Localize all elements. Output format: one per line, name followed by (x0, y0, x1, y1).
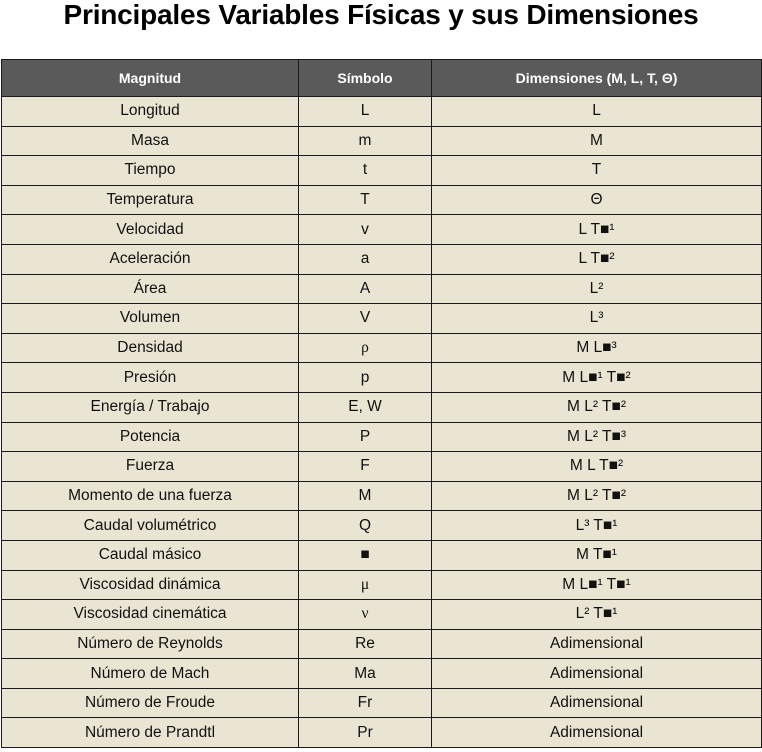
cell-dimensiones: M L■¹ T■² (432, 363, 762, 393)
column-header-simbolo: Símbolo (299, 60, 432, 97)
cell-dimensiones: M L■³ (432, 333, 762, 363)
cell-dimensiones: Adimensional (432, 718, 762, 748)
cell-magnitud: Número de Reynolds (2, 629, 299, 659)
cell-simbolo: T (299, 185, 432, 215)
cell-magnitud: Caudal másico (2, 540, 299, 570)
cell-dimensiones: M L■¹ T■¹ (432, 570, 762, 600)
table-body (2, 97, 762, 748)
cell-simbolo: p (299, 363, 432, 393)
cell-magnitud: Fuerza (2, 452, 299, 482)
cell-dimensiones: L³ T■¹ (432, 511, 762, 541)
cell-simbolo: E, W (299, 392, 432, 422)
page-title: Principales Variables Físicas y sus Dimensiones (63, 0, 699, 30)
cell-simbolo: Ma (299, 659, 432, 689)
table-row (2, 452, 762, 482)
cell-magnitud: Caudal volumétrico (2, 511, 299, 541)
cell-dimensiones: L T■¹ (432, 215, 762, 245)
cell-magnitud: Área (2, 274, 299, 304)
cell-simbolo: A (299, 274, 432, 304)
cell-simbolo: ■ (299, 540, 432, 570)
cell-simbolo: L (299, 97, 432, 127)
cell-dimensiones: L T■² (432, 244, 762, 274)
cell-magnitud: Energía / Trabajo (2, 392, 299, 422)
cell-dimensiones: M T■¹ (432, 540, 762, 570)
cell-simbolo: F (299, 452, 432, 482)
cell-simbolo: t (299, 156, 432, 186)
cell-magnitud: Longitud (2, 97, 299, 127)
cell-simbolo: Re (299, 629, 432, 659)
cell-dimensiones: L³ (432, 304, 762, 334)
table-row (2, 363, 762, 393)
cell-magnitud: Presión (2, 363, 299, 393)
cell-dimensiones: M L T■² (432, 452, 762, 482)
cell-magnitud: Temperatura (2, 185, 299, 215)
table-row (2, 244, 762, 274)
table-header-row (2, 60, 762, 97)
cell-simbolo: a (299, 244, 432, 274)
table-row (2, 481, 762, 511)
cell-magnitud: Momento de una fuerza (2, 481, 299, 511)
cell-magnitud: Viscosidad cinemática (2, 600, 299, 630)
cell-magnitud: Potencia (2, 422, 299, 452)
table-row (2, 718, 762, 748)
dimensions-table (1, 59, 762, 748)
cell-dimensiones: L (432, 97, 762, 127)
column-header-dimensiones: Dimensiones (M, L, T, Θ) (432, 60, 762, 97)
cell-dimensiones: Adimensional (432, 629, 762, 659)
cell-dimensiones: M L² T■² (432, 392, 762, 422)
cell-magnitud: Velocidad (2, 215, 299, 245)
table-row (2, 511, 762, 541)
cell-magnitud: Número de Mach (2, 659, 299, 689)
cell-dimensiones: Θ (432, 185, 762, 215)
table-row (2, 629, 762, 659)
cell-simbolo: Q (299, 511, 432, 541)
cell-dimensiones: L² (432, 274, 762, 304)
table-row (2, 392, 762, 422)
cell-magnitud: Densidad (2, 333, 299, 363)
table-row (2, 97, 762, 127)
cell-simbolo: ν (299, 600, 432, 630)
cell-magnitud: Volumen (2, 304, 299, 334)
table-row (2, 304, 762, 334)
table-row (2, 600, 762, 630)
table-row (2, 570, 762, 600)
table-row (2, 333, 762, 363)
cell-magnitud: Número de Froude (2, 688, 299, 718)
cell-magnitud: Número de Prandtl (2, 718, 299, 748)
cell-dimensiones: M (432, 126, 762, 156)
cell-simbolo: Pr (299, 718, 432, 748)
table-row (2, 688, 762, 718)
table-row (2, 422, 762, 452)
cell-dimensiones: T (432, 156, 762, 186)
column-header-magnitud: Magnitud (2, 60, 299, 97)
table-row (2, 156, 762, 186)
table-row (2, 215, 762, 245)
table-row (2, 659, 762, 689)
cell-dimensiones: Adimensional (432, 688, 762, 718)
cell-simbolo: v (299, 215, 432, 245)
table-row (2, 185, 762, 215)
cell-magnitud: Tiempo (2, 156, 299, 186)
table-row (2, 274, 762, 304)
cell-magnitud: Masa (2, 126, 299, 156)
cell-simbolo: V (299, 304, 432, 334)
cell-simbolo: ρ (299, 333, 432, 363)
cell-simbolo: m (299, 126, 432, 156)
cell-simbolo: μ (299, 570, 432, 600)
cell-simbolo: P (299, 422, 432, 452)
cell-simbolo: Fr (299, 688, 432, 718)
cell-magnitud: Aceleración (2, 244, 299, 274)
cell-dimensiones: M L² T■² (432, 481, 762, 511)
cell-dimensiones: M L² T■³ (432, 422, 762, 452)
cell-magnitud: Viscosidad dinámica (2, 570, 299, 600)
cell-dimensiones: Adimensional (432, 659, 762, 689)
cell-dimensiones: L² T■¹ (432, 600, 762, 630)
cell-simbolo: M (299, 481, 432, 511)
table-row (2, 126, 762, 156)
table-row (2, 540, 762, 570)
